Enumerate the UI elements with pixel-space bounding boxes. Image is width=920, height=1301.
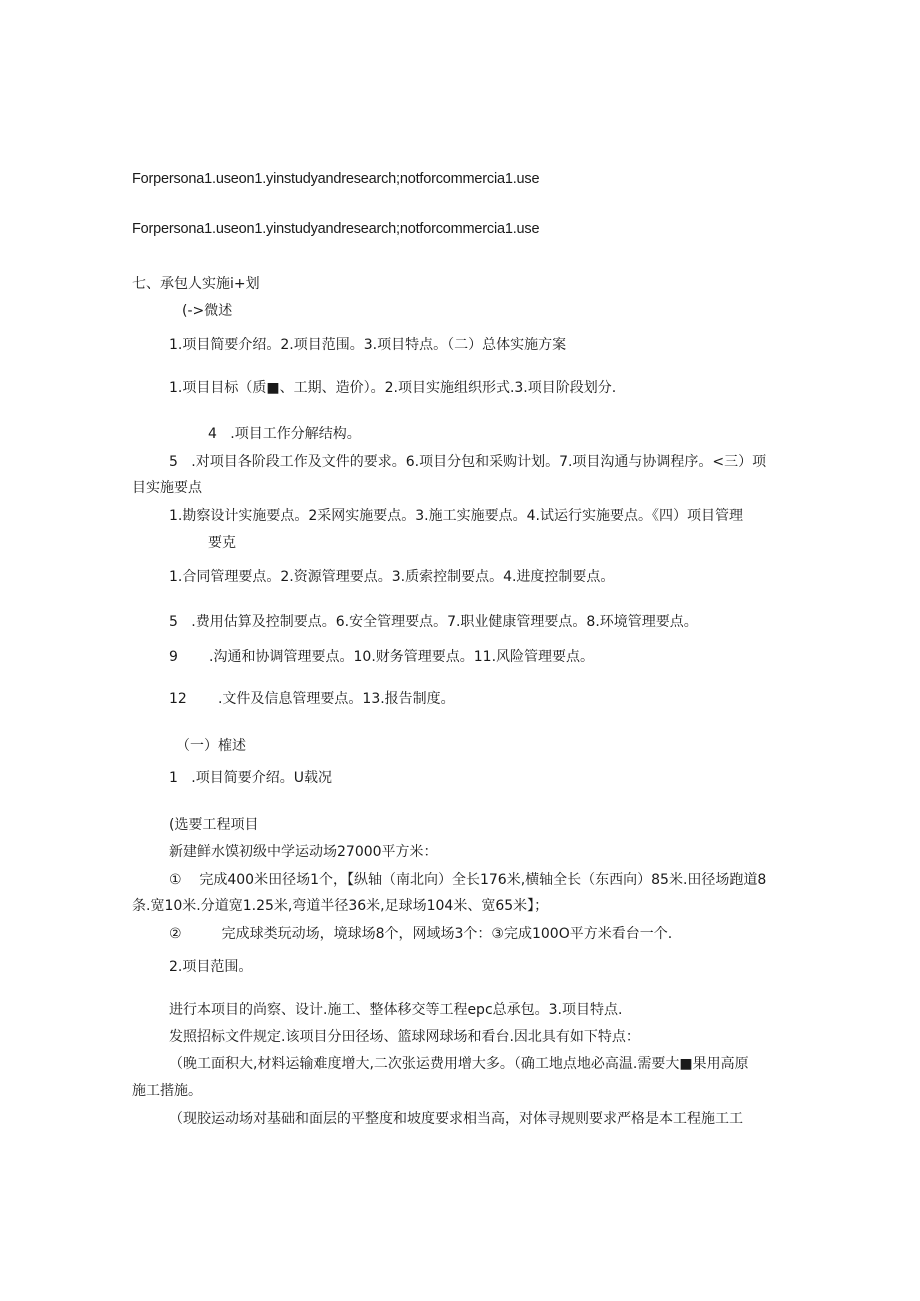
header-line-2: Forpersona1.useon1.yinstudyandresearch;notforcommercia1.use — [132, 221, 540, 237]
section-title: 七、承包人实施i+划 — [132, 276, 260, 292]
body-line: 1 .项目简要介绍。U载况 — [169, 770, 332, 786]
outline-line: 1.项目简要介绍。2.项目范围。3.项目特点。（二）总体实施方案 — [169, 337, 567, 353]
outline-line: 9 .沟通和协调管理要点。10.财务管理要点。11.风险管理要点。 — [169, 649, 595, 665]
body-line: ② 完成球类玩动场，境球场8个，网域场3个：③完成100O平方米看台一个. — [169, 926, 673, 942]
body-line: （现胶运动场对基础和面层的平整度和坡度要求相当高，对体寻规则要求严格是本工程施工工 — [169, 1111, 743, 1127]
outline-line: 4 .项目工作分解结构。 — [208, 426, 361, 442]
outline-line: 5 .费用估算及控制要点。6.安全管理要点。7.职业健康管理要点。8.环境管理要点。 — [169, 614, 698, 630]
outline-line: 1.项目目标（质■、工期、造价）。2.项目实施组织形式.3.项目阶段划分. — [169, 380, 617, 396]
body-line: 新建鲜水馍初级中学运动场27000平方米： — [169, 844, 438, 860]
outline-line: 要克 — [208, 535, 236, 551]
outline-line: 12 .文件及信息管理要点。13.报告制度。 — [169, 691, 455, 707]
body-line: 2.项目范围。 — [169, 959, 253, 975]
outline-line: 目实施要点 — [132, 480, 202, 496]
body-line: ① 完成400米田径场1个，【纵轴（南北向）全长176米,横轴全长（东西向）85米.田径场跑道8 — [169, 872, 767, 888]
outline-line: 1.合同管理要点。2.资源管理要点。3.质索控制要点。4.进度控制要点。 — [169, 569, 615, 585]
body-line: （晚工面积大,材料运输难度增大,二次张运费用增大多。（确工地点地必高温.需要大■果用高原 — [169, 1056, 749, 1072]
outline-line: (->微述 — [182, 303, 233, 319]
body-line: 条.宽10米.分道宽1.25米,弯道半径36米,足球场104米、宽65米】； — [132, 898, 549, 914]
body-line: 施工揩施。 — [132, 1083, 202, 1099]
body-line: (选要工程项目 — [169, 817, 259, 833]
body-line: 发照招标文件规定.该项目分田径场、篮球网球场和看台.因北具有如下特点： — [169, 1029, 640, 1045]
body-line: 进行本项目的尚察、设计.施工、整体移交等工程epc总承包。3.项目特点. — [169, 1002, 623, 1018]
outline-line: 1.勘察设计实施要点。2采网实施要点。3.施工实施要点。4.试运行实施要点。《四）项目管理 — [169, 508, 743, 524]
header-line-1: Forpersona1.useon1.yinstudyandresearch;notforcommercia1.use — [132, 171, 540, 187]
outline-line: 5 .对项目各阶段工作及文件的要求。6.项目分包和采购计划。7.项目沟通与协调程序。<三）项 — [169, 454, 767, 470]
body-line: （一）榷述 — [176, 738, 246, 754]
